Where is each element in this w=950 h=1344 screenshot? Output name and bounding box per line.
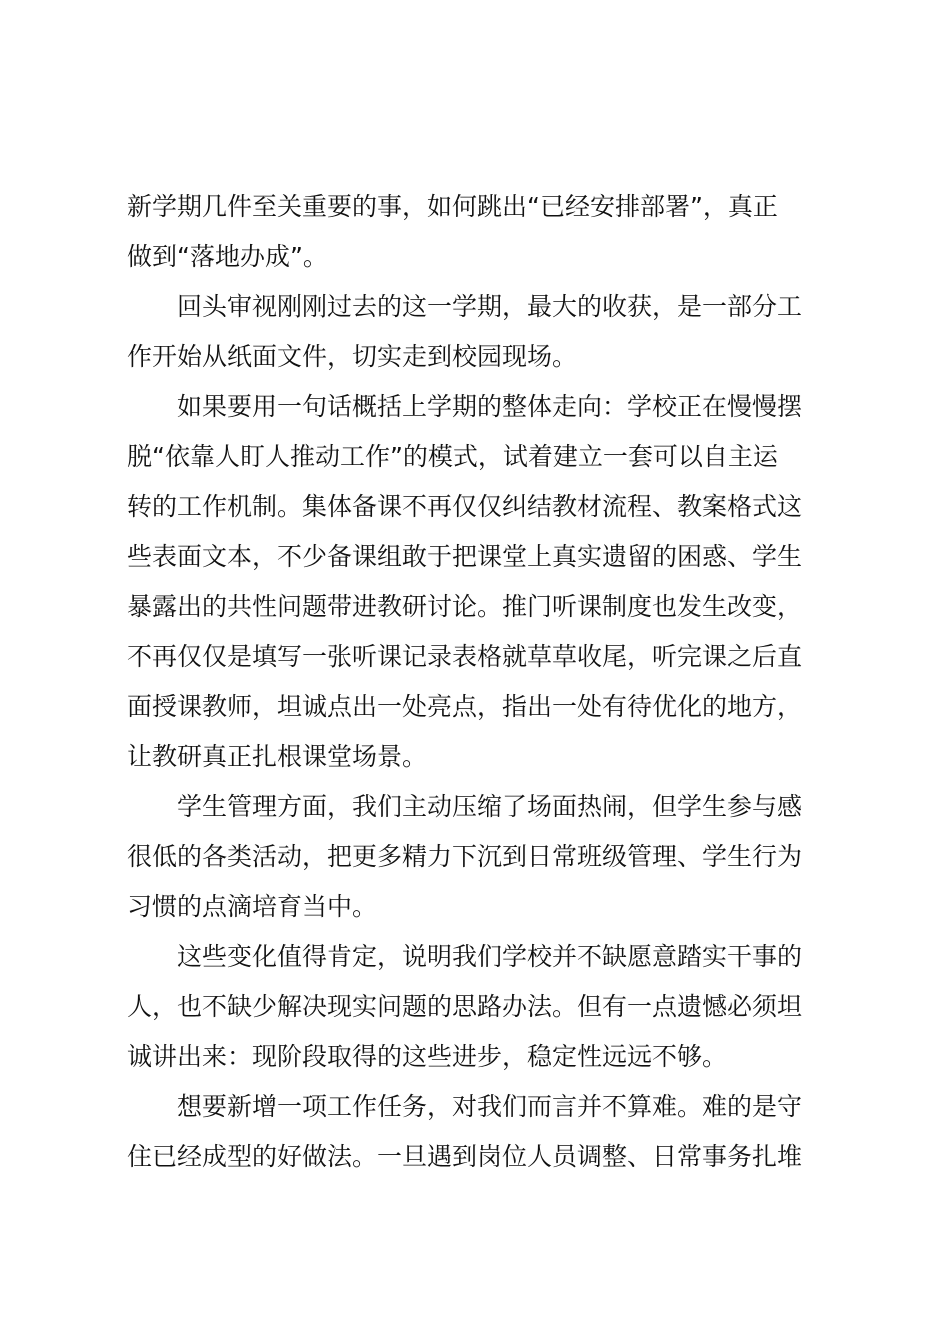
text-line: 些表面文本，不少备课组敢于把课堂上真实遗留的困惑、学生 [127,542,803,571]
text-line: 诚讲出来：现阶段取得的这些进步，稳定性远远不够。 [127,1042,728,1071]
text-line: 新学期几件至关重要的事，如何跳出“已经安排部署”，真正 [127,192,778,221]
text-line: 很低的各类活动，把更多精力下沉到日常班级管理、学生行为 [127,842,803,871]
text-line: 做到“落地办成”。 [127,242,328,271]
text-line: 想要新增一项工作任务，对我们而言并不算难。难的是守 [127,1092,803,1121]
text-line: 脱“依靠人盯人推动工作”的模式，试着建立一套可以自主运 [127,442,778,471]
text-line: 不再仅仅是填写一张听课记录表格就草草收尾，听完课之后直 [127,642,803,671]
text-line: 住已经成型的好做法。一旦遇到岗位人员调整、日常事务扎堆 [127,1142,803,1171]
text-line: 转的工作机制。集体备课不再仅仅纠结教材流程、教案格式这 [127,492,803,521]
text-line: 这些变化值得肯定，说明我们学校并不缺愿意踏实干事的 [127,942,803,971]
text-line: 让教研真正扎根课堂场景。 [127,742,428,771]
text-line: 回头审视刚刚过去的这一学期，最大的收获，是一部分工 [127,292,803,321]
text-line: 暴露出的共性问题带进教研讨论。推门听课制度也发生改变， [127,592,803,621]
text-line: 习惯的点滴培育当中。 [127,892,378,921]
text-line: 人，也不缺少解决现实问题的思路办法。但有一点遗憾必须坦 [127,992,803,1021]
text-line: 学生管理方面，我们主动压缩了场面热闹，但学生参与感 [127,792,803,821]
text-line: 如果要用一句话概括上学期的整体走向：学校正在慢慢摆 [127,392,803,421]
text-line: 作开始从纸面文件，切实走到校园现场。 [127,342,578,371]
text-line: 面授课教师，坦诚点出一处亮点，指出一处有待优化的地方， [127,692,803,721]
body-text [127,182,835,1182]
